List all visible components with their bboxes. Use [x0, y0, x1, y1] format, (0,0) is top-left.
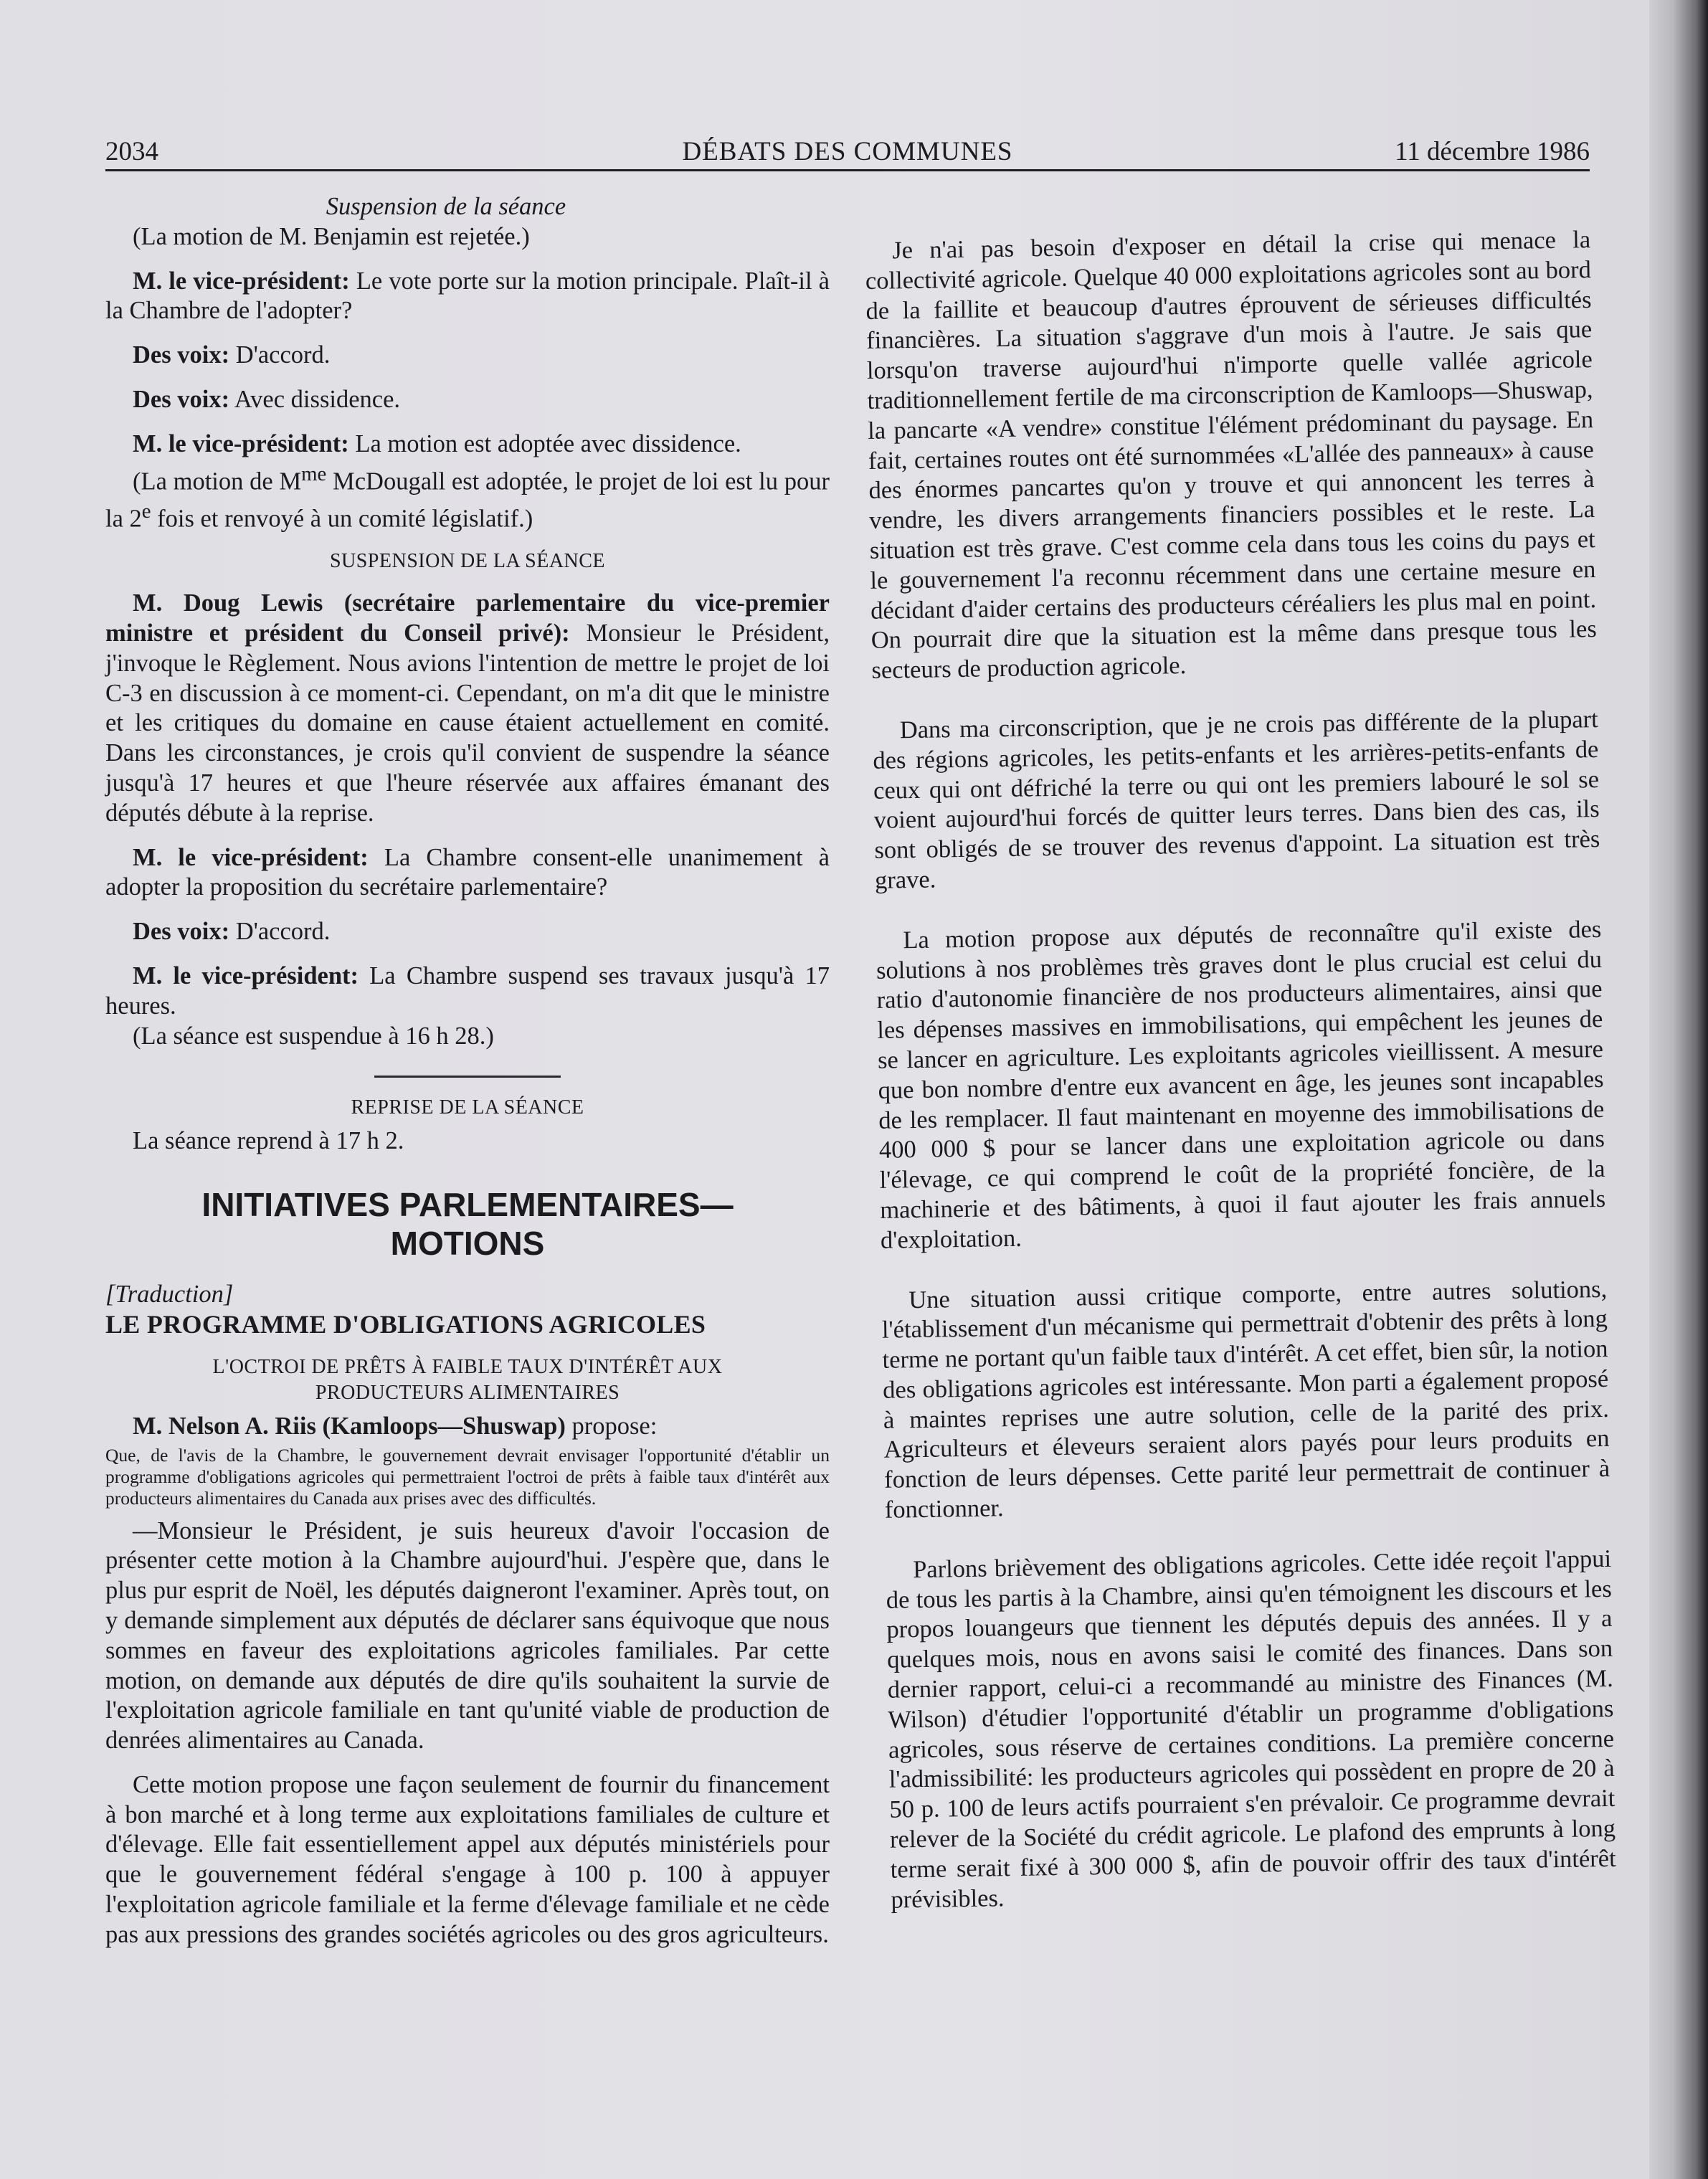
paragraph: —Monsieur le Président, je suis heureux d'avoir l'occasion de présenter cette motion à la Chambre aujourd'hui. J'espère que, dans le plus pur esprit de Noël, les députés daigneront l'examiner. Après tout, on y demande simplement aux députés de déclarer sans équivoque que nous sommes en faveur des exploitations agricoles familiales. Par cette motion, on demande aux députés de dire qu'ils souhaitent la survie de l'exploitation agricole familiale en tant qu'unité viable de production de denrées alimentaires au Canada. [105, 1516, 830, 1755]
paragraph: M. Nelson A. Riis (Kamloops—Shuswap) propose: [133, 1412, 658, 1440]
speaker: Des voix: [133, 918, 230, 946]
paragraph: (La motion de $M^{me}$ McDougall est adoptée, le projet de loi est lu pour la 2e fois et renvoyé à un comité législatif.) [105, 462, 830, 533]
paragraph: M. le vice-président: Le vote porte sur la motion principale. Plaît-il à la Chambre de l'adopter? [105, 267, 830, 325]
paragraph: Parlons brièvement des obligations agricoles. Cette idée reçoit l'appui de tous les partis à la Chambre, ainsi qu'en témoignent les discours et les propos louangeurs que tiennent les députés depuis des années. Il y a quelques mois, nous en avons saisi le comité des finances. Dans son dernier rapport, celui-ci a recommandé au ministre des Finances (M. Wilson) d'étudier l'opportunité d'établir un programme d'obligations agricoles, sous réserve de certaines conditions. La première concerne l'admissibilité: les producteurs agricoles qui possèdent en propre de 20 à 50 p. 100 de leurs actifs pourraient s'en prévaloir. Ce programme devrait relever de la Société du crédit agricole. Le plafond des emprunts à long terme serait fixé à 300 000 $, afin de pouvoir offrir des taux d'intérêt prévisibles. [886, 1544, 1616, 1914]
paragraph: (La séance est suspendue à 16 h 28.) [133, 1022, 494, 1050]
motion-subtitle: L'OCTROI DE PRÊTS À FAIBLE TAUX D'INTÉRÊT AUX PRODUCTEURS ALIMENTAIRES [212, 1355, 723, 1404]
speaker: M. le vice-président: [133, 962, 359, 989]
paragraph: La motion propose aux députés de reconnaître qu'il existe des solutions à nos problèmes très graves dont le plus crucial est celui du ratio d'autonomie financière de nos producteurs alimentaires, ainsi que les dépenses massives en immobilisations, qui empêchent les jeunes de se lancer en agriculture. Les exploitants agricoles vieillissent. A mesure que bon nombre d'entre eux avancent en âge, les jeunes sont incapables de les remplacer. Il faut maintenant en moyenne des immobilisations de 400 000 $ pour se lancer dans une exploitation agricole ou dans l'élevage, ce qui comprend le coût de la propriété foncière, de la machinerie et des bâtiments, à quoi il faut ajouter les frais annuels d'exploitation. [876, 915, 1606, 1254]
paragraph: M. le vice-président: La Chambre suspend ses travaux jusqu'à 17 heures. [105, 962, 830, 1020]
paragraph: Cette motion propose une façon seulement de fournir du financement à bon marché et à long terme aux exploitations familiales de culture et d'élevage. Elle fait essentiellement appel aux députés ministériels pour que le gouvernement fédéral s'engage à 100 p. 100 à appuyer l'exploitation agricole familiale et la ferme d'élevage familiale et ne cède pas aux pressions des grandes sociétés agricoles ou des gros agriculteurs. [105, 1770, 830, 1948]
page-date: 11 décembre 1986 [1395, 137, 1590, 166]
speaker: M. le vice-président: [133, 429, 349, 457]
paragraph: Des voix: Avec dissidence. [133, 385, 401, 413]
paragraph: M. le vice-président: La motion est adoptée avec dissidence. [133, 429, 741, 457]
speaker: M. Nelson A. Riis [133, 1412, 316, 1440]
page-number: 2034 [105, 137, 158, 166]
paragraph: M. le vice-président: La Chambre consent-elle unanimement à adopter la proposition du secrétaire parlementaire? [105, 843, 830, 901]
paragraph: Je n'ai pas besoin d'exposer en détail la crise qui menace la collectivité agricole. Quelque 40 000 exploitations agricoles sont au bord de la faillite et beaucoup d'autres éprouvent de sérieuses difficultés financières. La situation s'aggrave d'un mois à l'autre. Je sais que lorsqu'on traverse aujourd'hui n'importe quelle vallée agricole traditionnellement fertile de ma circonscription de Kamloops—Shuswap, la pancarte «A vendre» constitue l'élément prédominant du paysage. En fait, certaines routes ont été surnommées «L'allée des panneaux» à cause des énormes pancartes qu'on y trouve et qui annoncent les terres à vendre, les divers arrangements financiers possibles et le reste. La situation est très grave. C'est comme cela dans tous les coins du pays et le gouvernement l'a reconnu récemment dans une certaine mesure en décidant d'aider certains des producteurs céréaliers les plus mal en point. On pourrait dire que la situation est la même dans presque tous les secteurs de production agricole. [865, 226, 1597, 685]
section-heading-reprise: REPRISE DE LA SÉANCE [351, 1096, 584, 1119]
right-column [864, 181, 1617, 1915]
paragraph: Dans ma circonscription, que je ne crois pas différente de la plupart des régions agricoles, les petits-enfants et les arrières-petits-enfants de ceux qui ont défriché la terre ou qui ont les premiers labouré le sol se voient aujourd'hui forcés de quitter leurs terres. Dans bien des cas, ils sont obligés de se trouver des revenus d'appoint. La situation est très grave. [873, 705, 1600, 894]
section-heading-suspension: SUSPENSION DE LA SÉANCE [329, 550, 606, 573]
speaker: Des voix: [133, 385, 230, 413]
paragraph: Des voix: D'accord. [133, 918, 331, 946]
motion-title: LE PROGRAMME D'OBLIGATIONS AGRICOLES [105, 1309, 706, 1339]
divider [374, 1076, 561, 1078]
publication-title: DÉBATS DES COMMUNES [682, 137, 1013, 166]
page-edge-shadow [1649, 0, 1708, 2179]
speaker: Des voix: [133, 341, 230, 369]
paragraph: La séance reprend à 17 h 2. [133, 1127, 404, 1155]
motion-text: Que, de l'avis de la Chambre, le gouvernement devrait envisager l'opportunité d'établir un programme d'obligations agricoles qui permettraient l'octroi de prêts à faible taux d'intérêt aux producteurs alimentaires du Canada aux prises avec des difficultés. [105, 1444, 830, 1509]
speaker: M. Doug Lewis (secrétaire parlementaire du vice-premier ministre et président du Conseil privé): [105, 589, 830, 647]
speaker: M. le vice-président: [133, 843, 369, 871]
speaker: M. le vice-président: [133, 267, 350, 295]
paragraph: Des voix: D'accord. [133, 341, 331, 369]
left-column [105, 192, 830, 1950]
paragraph: (La motion de M. Benjamin est rejetée.) [133, 222, 530, 250]
section-title: INITIATIVES PARLEMENTAIRES— MOTIONS [201, 1186, 734, 1263]
paragraph: Une situation aussi critique comporte, entre autres solutions, l'établissement d'un mécanisme qui permettrait d'obtenir des prêts à long terme ne portant qu'un faible taux d'intérêt. A cet effet, bien sûr, la notion des obligations agricoles est intéressante. Mon parti a également proposé à maintes reprises une autre solution, celle de la parité des prix. Agriculteurs et éleveurs seraient alors payés pour leurs produits en fonction de leurs dépenses. Cette parité leur permettrait de continuer à fonctionner. [881, 1275, 1610, 1524]
page-header [105, 133, 1590, 171]
suspension-title: Suspension de la séance [326, 193, 566, 220]
paragraph: M. Doug Lewis (secrétaire parlementaire du vice-premier ministre et président du Conseil privé): Monsieur le Président, j'invoque le Règlement. Nous avions l'intention de mettre le projet de loi C-3 en discussion à ce moment-ci. Cependant, on m'a dit que le ministre et les critiques du domaine en cause étaient actuellement en comité. Dans les circonstances, je crois qu'il convient de suspendre la séance jusqu'à 17 heures et que l'heure réservée aux affaires émanant des députés débute à la reprise. [105, 589, 830, 827]
translation-note: [Traduction] [105, 1281, 234, 1309]
